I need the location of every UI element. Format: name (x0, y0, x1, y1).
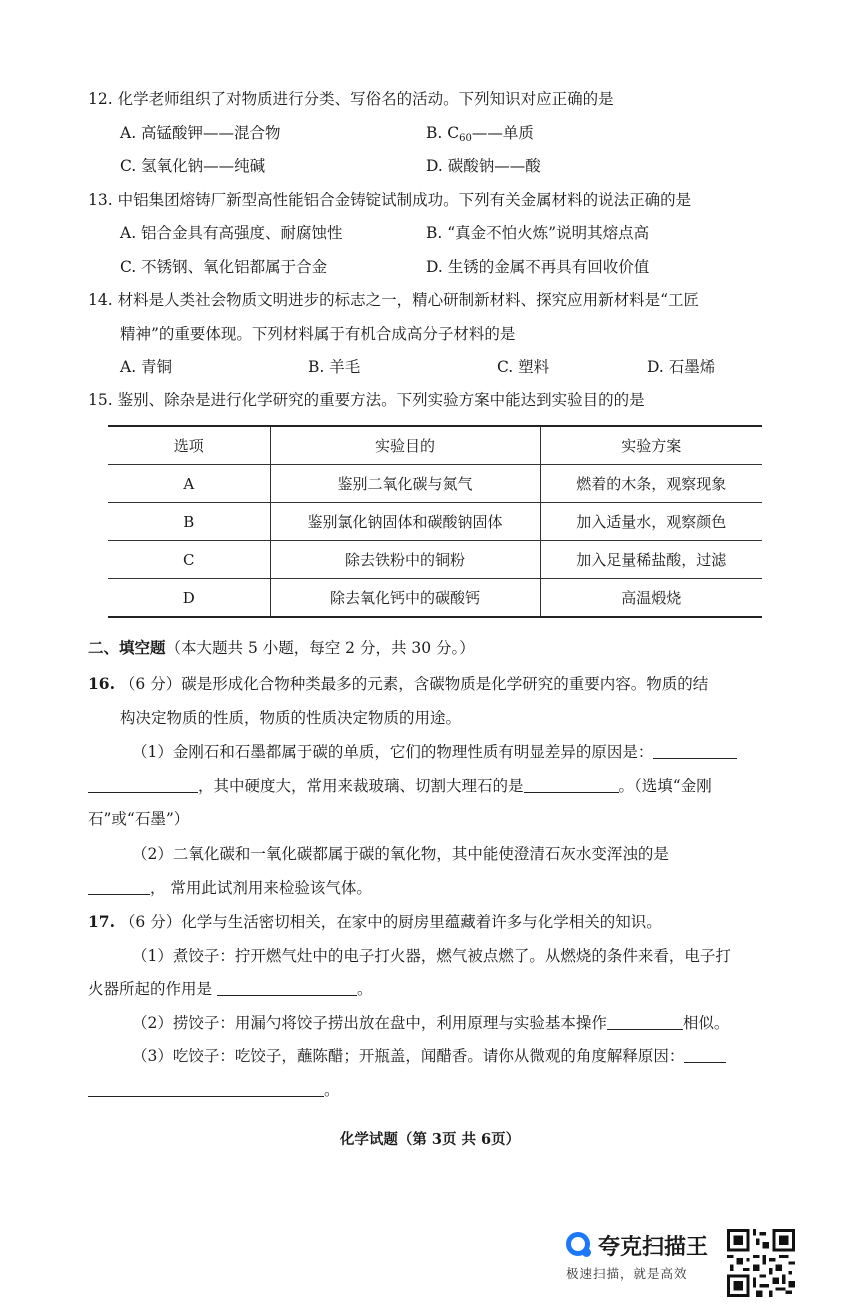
q16-stem-line2: 构决定物质的性质，物质的性质决定物质的用途。 (120, 709, 462, 727)
q13-option-c: C. 不锈钢、氧化铝都属于合金 (120, 258, 328, 276)
page-footer: 化学试题（第 3页 共 6页） (339, 1131, 521, 1148)
q17-part1-line2: 火器所起的作用是 。 (88, 980, 373, 998)
q13-option-b: B. “真金不怕火炼”说明其熔点高 (426, 224, 650, 242)
table-cell: A (108, 465, 270, 503)
answer-blank[interactable] (607, 1014, 683, 1030)
q16-part1-line1: （1）金刚石和石墨都属于碳的单质，它们的物理性质有明显差异的原因是： (132, 741, 737, 763)
answer-blank[interactable] (88, 1081, 324, 1097)
table-cell: 鉴别二氧化碳与氮气 (270, 465, 540, 503)
q16-part2-line2: ， 常用此试剂用来检验该气体。 (88, 877, 372, 899)
table-row (108, 579, 762, 618)
q12-option-a: A. 高锰酸钾——混合物 (120, 124, 281, 142)
section-heading (88, 637, 475, 659)
table-row (108, 503, 762, 541)
table-cell: 燃着的木条，观察现象 (540, 465, 762, 503)
q14-option-a: A. 青铜 (120, 358, 173, 376)
q13-stem: 13. 中铝集团熔铸厂新型高性能铝合金铸锭试制成功。下列有关金属材料的说法正确的是 (88, 191, 692, 209)
table-cell: 除去铁粉中的铜粉 (270, 541, 540, 579)
table-cell: 鉴别氯化钠固体和碳酸钠固体 (270, 503, 540, 541)
table-cell: 加入适量水，观察颜色 (540, 503, 762, 541)
table-header-option: 选项 (108, 426, 270, 465)
experiment-table (108, 425, 762, 618)
q13-option-d: D. 生锈的金属不再具有回收价值 (426, 258, 650, 276)
q12-stem: 12. 化学老师组织了对物质进行分类、写俗名的活动。下列知识对应正确的是 (88, 90, 614, 108)
q13-option-a: A. 铝合金具有高强度、耐腐蚀性 (120, 224, 343, 242)
q17-stem: 17. （6 分）化学与生活密切相关，在家中的厨房里蕴藏着许多与化学相关的知识。 (88, 912, 662, 931)
answer-blank[interactable] (88, 777, 198, 793)
answer-blank[interactable] (653, 743, 737, 759)
q12-option-b: B. $C_{60}——$单质 (426, 124, 534, 144)
table-header-row (108, 426, 762, 465)
q14-stem-line1: 14. 材料是人类社会物质文明进步的标志之一，精心研制新材料、探究应用新材料是“工匠 (88, 291, 700, 309)
watermark-slogan: 极速扫描，就是高效 (566, 1266, 688, 1281)
q16-stem-line1: 16. （6 分）碳是形成化合物种类最多的元素，含碳物质是化学研究的重要内容。物质的结 (88, 674, 709, 693)
q17-part2: （2）捞饺子：用漏勺将饺子捞出放在盘中，利用原理与实验基本操作 相似。 (132, 1014, 730, 1032)
q14-option-b: B. 羊毛 (308, 358, 361, 376)
answer-blank[interactable] (684, 1047, 726, 1063)
section-title: 二、填空题 (88, 638, 166, 657)
table-cell: 除去氧化钙中的碳酸钙 (270, 579, 540, 618)
table-cell: D (108, 579, 270, 618)
q14-option-c: C. 塑料 (497, 358, 550, 376)
q12-option-d: D. 碳酸钠——酸 (426, 157, 541, 175)
q17-part3-line2: 。 (88, 1079, 340, 1101)
table-cell: 高温煅烧 (540, 579, 762, 618)
table-row (108, 465, 762, 503)
table-row (108, 541, 762, 579)
q14-option-d: D. 石墨烯 (647, 358, 716, 376)
table-header-plan: 实验方案 (540, 426, 762, 465)
table-cell: 加入足量稀盐酸，过滤 (540, 541, 762, 579)
q14-stem-line2: 精神”的重要体现。下列材料属于有机合成高分子材料的是 (120, 325, 516, 343)
answer-blank[interactable] (217, 980, 357, 996)
answer-blank[interactable] (88, 879, 150, 895)
q17-part3-line1: （3）吃饺子：吃饺子，蘸陈醋；开瓶盖，闻醋香。请你从微观的角度解释原因： (132, 1045, 726, 1067)
table-cell: C (108, 541, 270, 579)
answer-blank[interactable] (524, 777, 619, 793)
qr-code-icon (727, 1229, 795, 1297)
section-note: （本大题共 5 小题，每空 2 分，共 30 分。） (165, 639, 475, 657)
table-header-purpose: 实验目的 (270, 426, 540, 465)
scanner-watermark (566, 1232, 726, 1292)
table-cell: B (108, 503, 270, 541)
q17-part1-line1: （1）煮饺子：拧开燃气灶中的电子打火器，燃气被点燃了。从燃烧的条件来看，电子打 (132, 947, 731, 965)
watermark-app-name: 夸克扫描王 (598, 1235, 709, 1260)
q12-option-c: C. 氢氧化钠——纯碱 (120, 157, 266, 175)
q15-stem: 15. 鉴别、除杂是进行化学研究的重要方法。下列实验方案中能达到实验目的的是 (88, 391, 645, 409)
q16-part1-line3: 石”或“石墨”） (88, 810, 190, 828)
q16-part2-line1: （2）二氧化碳和一氧化碳都属于碳的氧化物，其中能使澄清石灰水变浑浊的是 (132, 845, 669, 863)
quark-logo-dot (582, 1248, 591, 1257)
q16-part1-line2: ，其中硬度大，常用来裁玻璃、切割大理石的是 。（选填“金刚 (88, 775, 712, 797)
